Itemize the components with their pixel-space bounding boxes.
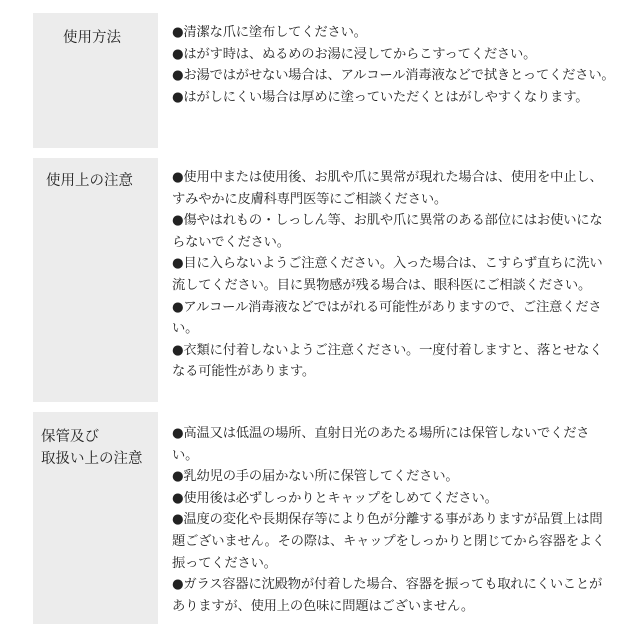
section-label-line: 使用方法 <box>63 30 121 46</box>
list-item: ●傷やはれもの・しっしん等、お肌や爪に異常のある部位にはお使いにならないでください。 <box>172 213 603 250</box>
list-item: ●高温又は低温の場所、直射日光のあたる場所には保管しないでください。 <box>172 426 590 463</box>
product-notes-table <box>33 13 615 634</box>
list-item: ●清潔な爪に塗布してください。 <box>172 25 367 40</box>
list-item: ●はがす時は、ぬるめのお湯に浸してからこすってください。 <box>172 46 537 62</box>
section-label-line: 保管及び <box>41 429 99 445</box>
list-item: ●使用後は必ずしっかりとキャップをしめてください。 <box>172 490 498 506</box>
section-usage <box>33 13 615 148</box>
list-item: ●目に入らないようご注意ください。入った場合は、こすらず直ちに洗い流してください。目に異物感が残る場合は、眼科医にご相談ください。 <box>172 256 603 293</box>
section-storage <box>33 412 615 624</box>
section-content <box>158 158 615 402</box>
list-item: ●ガラス容器に沈殿物が付着した場合、容器を振っても取れにくいことがありますが、使用上の色味に問題はございません。 <box>172 577 603 614</box>
list-item: ●アルコール消毒液などではがれる可能性がありますので、ご注意ください。 <box>172 299 602 337</box>
list-item: ●温度の変化や長期保存等により色が分離する事がありますが品質上は問題ございません。その際は、キャップをしっかりと閉じてから容器をよく振ってください。 <box>172 512 605 571</box>
section-precautions <box>33 158 615 402</box>
list-item: ●衣類に付着しないようご注意ください。一度付着しますと、落とせなくなる可能性があります。 <box>172 342 603 380</box>
list-item: ●使用中または使用後、お肌や爪に異常が現れた場合は、使用を中止し、すみやかに皮膚科専門医等にご相談ください。 <box>172 170 603 207</box>
section-label <box>33 412 158 624</box>
section-label <box>33 158 158 402</box>
section-label <box>33 13 158 148</box>
section-content <box>158 13 615 148</box>
section-content <box>158 412 615 624</box>
section-label-line: 使用上の注意 <box>46 173 133 189</box>
list-item: ●お湯ではがせない場合は、アルコール消毒液などで拭きとってください。 <box>172 68 615 84</box>
list-item: ●はがしにくい場合は厚めに塗っていただくとはがしやすくなります。 <box>172 89 589 105</box>
list-item: ●乳幼児の手の届かない所に保管してください。 <box>172 469 459 485</box>
section-label-line: 取扱い上の注意 <box>41 451 143 467</box>
